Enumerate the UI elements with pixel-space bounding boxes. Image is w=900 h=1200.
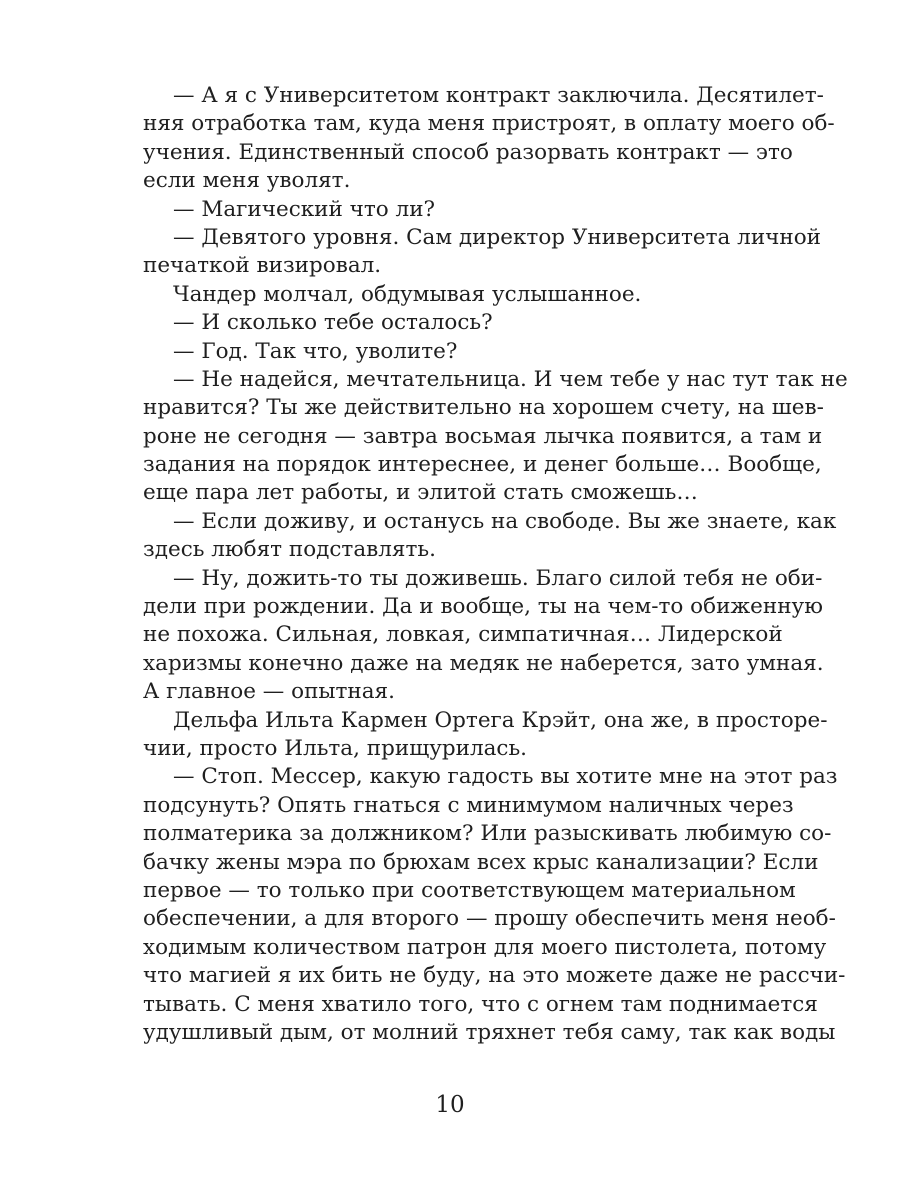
text-line: не похожа. Сильная, ловкая, симпатичная… Лидерской xyxy=(143,622,783,648)
text-line: дели при рождении. Да и вообще, ты на чем-то обиженную xyxy=(143,594,823,620)
text-line: первое — то только при соответствующем материальном xyxy=(143,877,796,903)
text-line: — Девятого уровня. Сам директор Университета личной xyxy=(173,224,821,250)
text-line: — Год. Так что, уволите? xyxy=(173,338,458,364)
text-line: няя отработка там, куда меня пристроят, в оплату моего об- xyxy=(143,111,835,137)
text-line: здесь любят подставлять. xyxy=(143,537,436,563)
text-line: бачку жены мэра по брюхам всех крыс канализации? Если xyxy=(143,849,819,875)
text-line: если меня уволят. xyxy=(143,168,351,194)
text-line: Чандер молчал, обдумывая услышанное. xyxy=(173,281,642,307)
text-line: подсунуть? Опять гнаться с минимумом наличных через xyxy=(143,792,794,818)
text-line: — Магический что ли? xyxy=(173,196,436,222)
page-number: 10 xyxy=(435,1092,465,1118)
text-line: чии, просто Ильта, прищурилась. xyxy=(143,735,527,761)
text-line: учения. Единственный способ разорвать контракт — это xyxy=(143,139,793,165)
text-line: обеспечении, а для второго — прошу обеспечить меня необ- xyxy=(143,906,836,932)
text-line: задания на порядок интереснее, и денег больше… Вообще, xyxy=(143,452,822,478)
text-line: еще пара лет работы, и элитой стать сможешь… xyxy=(143,480,698,506)
text-line: удушливый дым, от молний тряхнет тебя саму, так как воды xyxy=(143,1019,836,1045)
text-line: Дельфа Ильта Кармен Ортега Крэйт, она же, в просторе- xyxy=(173,707,828,733)
text-line: А главное — опытная. xyxy=(143,679,395,705)
text-line: — Не надейся, мечтательница. И чем тебе у нас тут так не xyxy=(173,366,848,392)
body-text xyxy=(143,82,848,1047)
text-line: — Стоп. Мессер, какую гадость вы хотите мне на этот раз xyxy=(173,764,838,790)
text-line: полматерика за должником? Или разыскивать любимую со- xyxy=(143,821,832,847)
text-line: — Ну, дожить-то ты доживешь. Благо силой тебя не оби- xyxy=(173,565,823,591)
text-line: печаткой визировал. xyxy=(143,253,382,279)
text-line: тывать. С меня хватило того, что с огнем там поднимается xyxy=(143,991,818,1017)
text-line: — И сколько тебе осталось? xyxy=(173,310,493,336)
text-line: нравится? Ты же действительно на хорошем счету, на шев- xyxy=(143,395,824,421)
text-line: ходимым количеством патрон для моего пистолета, потому xyxy=(143,934,827,960)
text-line: — Если доживу, и останусь на свободе. Вы же знаете, как xyxy=(173,508,837,534)
text-line: харизмы конечно даже на медяк не наберется, зато умная. xyxy=(143,650,824,676)
text-line: — А я с Университетом контракт заключила. Десятилет- xyxy=(173,83,824,108)
text-line: что магией я их бить не буду, на это можете даже не рассчи- xyxy=(143,963,846,989)
text-line: роне не сегодня — завтра восьмая лычка появится, а там и xyxy=(143,423,823,449)
